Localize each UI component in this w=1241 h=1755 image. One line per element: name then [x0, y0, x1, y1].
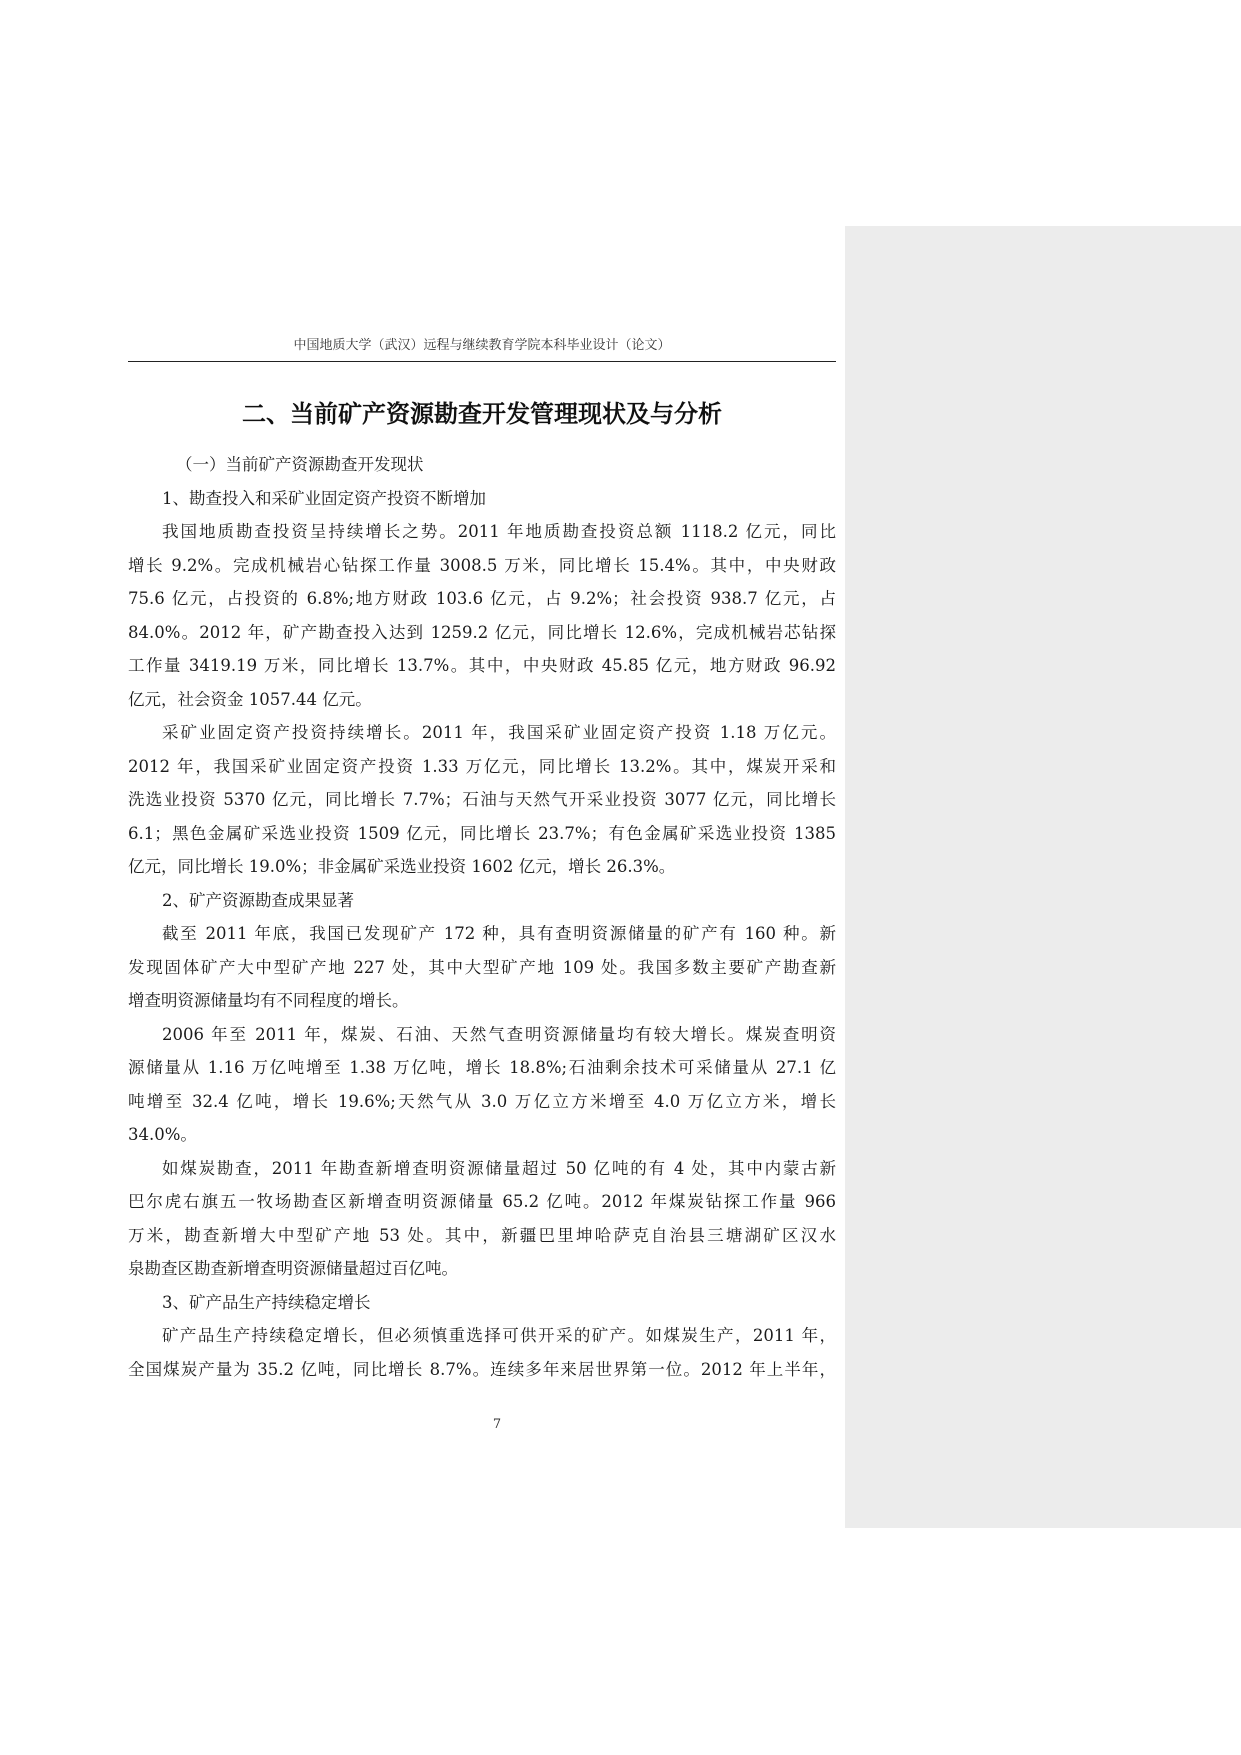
paragraph-line: 万米，勘查新增大中型矿产地 53 处。其中，新疆巴里坤哈萨克自治县三塘湖矿区汉水: [128, 1225, 836, 1245]
section-title: 二、当前矿产资源勘查开发管理现状及与分析: [242, 400, 722, 428]
paragraph-line: 泉勘查区勘查新增查明资源储量超过百亿吨。: [128, 1259, 458, 1278]
paragraph-line: 发现固体矿产大中型矿产地 227 处，其中大型矿产地 109 处。我国多数主要矿产勘查新: [128, 957, 836, 977]
body-text: [128, 448, 836, 1386]
paragraph-line: 2012 年，我国采矿业固定资产投资 1.33 万亿元，同比增长 13.2%。其中，煤炭开采和: [128, 756, 836, 776]
page-number: 7: [492, 1417, 502, 1432]
paragraph-line: 34.0%。: [128, 1125, 197, 1144]
paragraph-line: 如煤炭勘查，2011 年勘查新增查明资源储量超过 50 亿吨的有 4 处，其中内蒙古新: [162, 1158, 836, 1178]
paragraph-line: 75.6 亿元，占投资的 6.8%;地方财政 103.6 亿元，占 9.2%；社会投资 938.7 亿元，占: [128, 589, 836, 608]
subsection-heading: （一）当前矿产资源勘查开发现状: [176, 455, 424, 474]
paragraph-line: 84.0%。2012 年，矿产勘查投入达到 1259.2 亿元，同比增长 12.6%，完成机械岩芯钻探: [128, 622, 836, 642]
paragraph-line: 增查明资源储量均有不同程度的增长。: [128, 991, 409, 1010]
paragraph-line: 巴尔虎右旗五一牧场勘查区新增查明资源储量 65.2 亿吨。2012 年煤炭钻探工作量 966: [128, 1192, 836, 1211]
paragraph-line: 采矿业固定资产投资持续增长。2011 年，我国采矿业固定资产投资 1.18 万亿元。: [162, 723, 836, 742]
paragraph-line: 源储量从 1.16 万亿吨增至 1.38 万亿吨，增长 18.8%;石油剩余技术可采储量从 27.1 亿: [128, 1058, 836, 1077]
paragraph-line: 6.1；黑色金属矿采选业投资 1509 亿元，同比增长 23.7%；有色金属矿采选业投资 1385: [128, 823, 836, 843]
paragraph-line: 截至 2011 年底，我国已发现矿产 172 种，具有查明资源储量的矿产有 160 种。新: [162, 924, 836, 943]
comment-margin-pane: [845, 226, 1241, 1528]
item-heading: 1、勘查投入和采矿业固定资产投资不断增加: [162, 488, 486, 508]
paragraph-line: 亿元，同比增长 19.0%；非金属矿采选业投资 1602 亿元，增长 26.3%。: [128, 857, 676, 876]
paragraph-line: 我国地质勘查投资呈持续增长之势。2011 年地质勘查投资总额 1118.2 亿元，同比: [162, 522, 836, 541]
item-heading: 3、矿产品生产持续稳定增长: [162, 1292, 371, 1312]
paragraph-line: 矿产品生产持续稳定增长，但必须慎重选择可供开采的矿产。如煤炭生产，2011 年，: [162, 1326, 836, 1345]
paragraph-line: 工作量 3419.19 万米，同比增长 13.7%。其中，中央财政 45.85 亿元，地方财政 96.92: [128, 656, 836, 675]
paragraph-line: 吨增至 32.4 亿吨，增长 19.6%;天然气从 3.0 万亿立方米增至 4.0 万亿立方米，增长: [128, 1091, 836, 1111]
running-header: 中国地质大学（武汉）远程与继续教育学院本科毕业设计（论文）: [128, 335, 836, 362]
paragraph-line: 洗选业投资 5370 亿元，同比增长 7.7%；石油与天然气开采业投资 3077 亿元，同比增长: [128, 790, 836, 809]
paragraph-line: 亿元，社会资金 1057.44 亿元。: [128, 689, 372, 709]
paragraph-line: 2006 年至 2011 年，煤炭、石油、天然气查明资源储量均有较大增长。煤炭查明资: [162, 1024, 836, 1044]
item-heading: 2、矿产资源勘查成果显著: [162, 890, 354, 910]
paragraph-line: 全国煤炭产量为 35.2 亿吨，同比增长 8.7%。连续多年来居世界第一位。2012 年上半年，: [128, 1359, 836, 1379]
paragraph-line: 增长 9.2%。完成机械岩心钻探工作量 3008.5 万米，同比增长 15.4%。其中，中央财政: [128, 555, 836, 575]
